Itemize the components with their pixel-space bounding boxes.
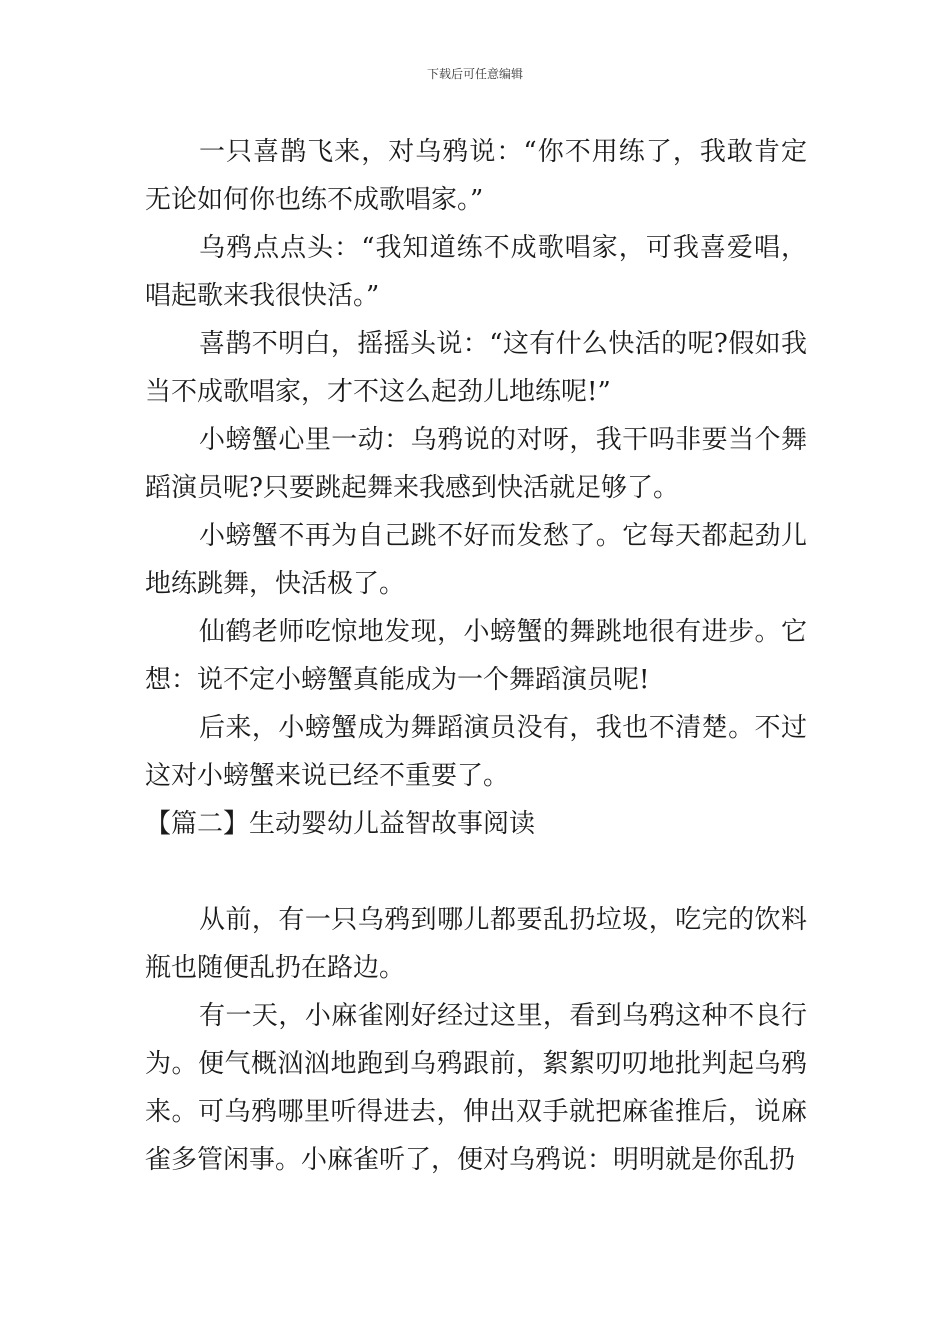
paragraph-2: 乌鸦点点头：“我知道练不成歌唱家，可我喜爱唱，唱起歌来我很快活。” [145,233,807,311]
document-body [145,128,807,1184]
paragraph-9: 有一天，小麻雀刚好经过这里，看到乌鸦这种不良行为。便气概汹汹地跑到乌鸦跟前，絮絮叨叨地批判起乌鸦来。可乌鸦哪里听得进去，伸出双手就把麻雀推后，说麻雀多管闲事。小麻雀听了，便对乌鸦说：明明就是你乱扔 [145,1001,807,1175]
paragraph-1: 一只喜鹊飞来，对乌鸦说：“你不用练了，我敢肯定无论如何你也练不成歌唱家。” [145,137,807,215]
section-spacer [145,848,807,896]
paragraph-5: 小螃蟹不再为自己跳不好而发愁了。它每天都起劲儿地练跳舞，快活极了。 [145,521,807,599]
paragraph-3: 喜鹊不明白，摇摇头说：“这有什么快活的呢?假如我当不成歌唱家，才不这么起劲儿地练呢!” [145,329,807,407]
paragraph-4: 小螃蟹心里一动：乌鸦说的对呀，我干吗非要当个舞蹈演员呢?只要跳起舞来我感到快活就足够了。 [145,425,807,503]
paragraph-7: 后来，小螃蟹成为舞蹈演员没有，我也不清楚。不过这对小螃蟹来说已经不重要了。 [145,713,807,791]
section-heading: 【篇二】生动婴幼儿益智故事阅读 [145,809,536,839]
page-header: 下载后可任意编辑 [426,67,523,81]
paragraph-8: 从前，有一只乌鸦到哪儿都要乱扔垃圾，吃完的饮料瓶也随便乱扔在路边。 [145,905,807,983]
paragraph-6: 仙鹤老师吃惊地发现，小螃蟹的舞跳地很有进步。它想：说不定小螃蟹真能成为一个舞蹈演员呢! [145,617,807,695]
